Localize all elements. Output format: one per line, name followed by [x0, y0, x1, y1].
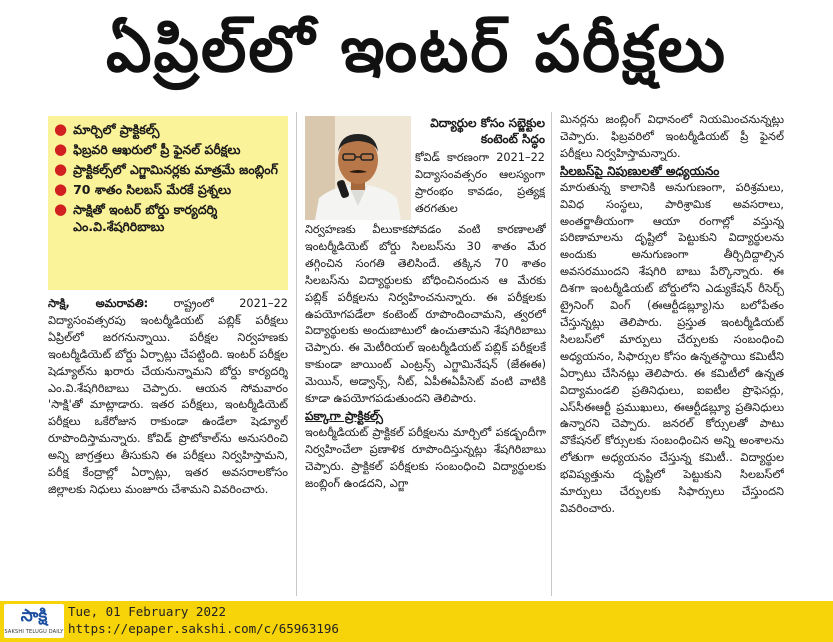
col2-text-a: కోవిడ్‌ కారణంగా 2021–22 విద్యాసంవత్సరం ఆలస్యంగా ప్రారంభం కావడం, ప్రత్యక్ష తరగతుల: [415, 151, 545, 215]
column-2-intro: [415, 150, 545, 218]
column-divider: [296, 112, 297, 596]
subhead-practicals: పక్కాగా ప్రాక్టికల్స్‌: [305, 408, 384, 423]
highlight-item: [54, 181, 282, 198]
bullet-icon: ●: [54, 120, 68, 138]
footer-date: Tue, 01 February 2022: [68, 604, 227, 619]
highlight-item: [54, 161, 282, 178]
column-divider: [551, 112, 552, 596]
column-1: [48, 296, 288, 596]
highlight-item: [54, 141, 282, 158]
column-2-heading: విద్యార్థుల కోసం సబ్జెక్టుల కంటెంట్‌ సిద్ధం: [430, 116, 545, 146]
headline: ఏప్రిల్‌లో ఇంటర్‌ పరీక్షలు: [105, 13, 728, 87]
highlight-item: [54, 201, 282, 235]
highlights-box: [48, 116, 288, 290]
bullet-icon: ●: [54, 180, 68, 198]
col2-text-b: నిర్వహణకు వీలుకాకపోవడం వంటి కారణాలతో ఇంటర్మీడియెట్‌ బోర్డు సిలబస్‌ను 30 శాతం మేర తగ్గించిన సంగతి తెలిసిందే. తక్కిన 70 శాతం సిలబస్‌ను విద్యార్థులకు బోధించినందున ఆ మేరకు పబ్లిక్‌ పరీక్షలను నిర్వహించనున్నారు. ఈ పరీక్షలకు ఉపయోగపడేలా కంటెంట్‌ రూపొందించామని, త్వరలో విద్యార్థులకు అందుబాటులో ఉంచుతామని శేషగిరిబాబు చెప్పారు. ఈ మెటీరియల్‌ ఇంటర్మీడియట్‌ పబ్లిక్‌ పరీక్షలకే కాకుండా జాయింట్‌ ఎంట్రన్స్‌ ఎగ్జామినేషన్‌ (జేఈఈ) మెయిన్‌, అడ్వాన్స్‌, నీట్‌, ఏపీఈఏపీసెట్‌ వంటి వాటికి కూడా ఉపయోగపడుతుందని తెలిపారు.: [305, 223, 546, 406]
highlight-text: 70 శాతం సిలబస్‌ మేరకే ప్రశ్నలు: [73, 182, 232, 197]
col2-text-c: ఇంటర్మీడియట్‌ ప్రాక్టికల్‌ పరీక్షలను మార్చిలో పకడ్బందీగా నిర్వహించేలా ప్రణాళిక రూపొందిస్తున్నట్లు శేషగిరిబాబు చెప్పారు. ప్రాక్టికల్‌ పరీక్షలకు సంబంధించి విద్యార్థులకు జంబ్లింగ్‌ ఉండదని, ఎగ్జా: [305, 425, 546, 490]
dateline: సాక్షి, అమరావతి:: [48, 297, 149, 310]
logo-subtitle: SAKSHI TELUGU DAILY: [4, 629, 64, 635]
portrait-image: [305, 116, 411, 220]
subhead-syllabus: సిలబస్‌పై నిపుణులతో అధ్యయనం: [560, 163, 720, 178]
footer-url[interactable]: https://epaper.sakshi.com/c/65963196: [68, 621, 339, 636]
highlight-text: ఫిబ్రవరి ఆఖరులో ప్రీ ఫైనల్‌ పరీక్షలు: [73, 142, 241, 157]
col1-text: రాష్ట్రంలో 2021–22 విద్యాసంవత్సరపు ఇంటర్మీడియట్‌ పబ్లిక్‌ పరీక్షలు ఏప్రిల్‌లో జరగనున్నాయి. పరీక్షల నిర్వహణకు ఇంటర్మీడియెట్‌ బోర్డు ఏర్పాట్లు చేపట్టింది. ఇంటర్‌ పరీక్షల షెడ్యూల్‌ను ఖరారు చేయనున్నామని బోర్డు కార్యదర్శి ఎం.వి.శేషగిరిబాబు చెప్పారు. ఆయన సోమవారం 'సాక్షి'తో మాట్లాడారు. ఇతర పరీక్షలు, ఇంటర్మీడియెట్‌ పరీక్షలు ఒకేరోజున రాకుండా ఉండేలా షెడ్యూల్‌ రూపొందిస్తామన్నారు. కోవిడ్‌ ప్రొటోకాల్‌ను అనుసరించి అన్ని జాగ్రత్తలు తీసుకుని ఈ పరీక్షలు నిర్వహిస్తామని, పరీక్ష కేంద్రాల్లో ఏర్పాట్లు, ఇతర అవసరాలకోసం జిల్లాలకు నిధులు మంజూరు చేశామని వివరించారు.: [48, 297, 288, 496]
column-3: [560, 112, 784, 550]
highlight-text: మార్చిలో ప్రాక్టికల్స్‌: [73, 122, 160, 137]
column-2: [305, 222, 546, 596]
highlight-text: ప్రాక్టికల్స్‌లో ఎగ్జామినర్లకు మాత్రమే జంబ్లింగ్‌: [73, 162, 278, 177]
logo-text: సాక్షి: [20, 606, 48, 626]
bullet-icon: ●: [54, 160, 68, 178]
portrait-photo: [305, 116, 411, 220]
col3-text-a: మినర్లను జంబ్లింగ్‌ విధానంలో నియమించనున్నట్లు చెప్పారు. ఫిబ్రవరిలో ఇంటర్మీడియట్‌ ప్రీ ఫైనల్‌ పరీక్షలు నిర్వహిస్తామన్నారు.: [560, 113, 784, 160]
col3-text-b: మారుతున్న కాలానికి అనుగుణంగా, పరిశ్రమలు, వివిధ సంస్థలు, పారిశ్రామిక అవసరాలు, అంతర్జాతీయంగా ఆయా రంగాల్లో వస్తున్న పరిణామాలను దృష్టిలో పెట్టుకుని విద్యార్థులను అందుకు అనుగుణంగా తీర్చిదిద్దాల్సిన అవసరముందని శేషగిరి బాబు పేర్కొన్నారు. ఈ దిశగా ఇంటర్మీడియట్‌ బోర్డులోని ఎడ్యుకేషన్‌ రీసెర్చ్‌ ట్రైనింగ్‌ వింగ్‌ (ఈఆర్టీడబ్ల్యూ)ను బలోపేతం చేస్తున్నట్లు తెలిపారు. ప్రస్తుత ఇంటర్మీడియట్‌ సిలబస్‌లో మార్పులు చేర్పులకు సంబంధించి అధ్యయనం, సిఫార్సుల కోసం ఉన్నతస్థాయి కమిటీని ఏర్పాటు చేసినట్లు తెలిపారు. ఈ కమిటీలో ఉన్నత విద్యామండలి ప్రతినిధులు, ఐఐటీల ప్రొఫెసర్లు, ఎస్‌సీఈఆర్టీ ప్రముఖులు, ఈఆర్టీడబ్ల్యూ ప్రతినిధులు ఉన్నారని చెప్పారు. జనరల్‌ కోర్సులతో పాటు వొకేషనల్‌ కోర్సులకు సంబంధించిన అన్ని అంశాలను లోతుగా అధ్యయనం చేస్తున్న కమిటీ.. విద్యార్థుల భవిష్యత్తును దృష్టిలో పెట్టుకుని సిలబస్‌లో మార్పులు చేర్పులకు సిఫార్సులు చేస్తుందని వివరించారు.: [560, 180, 784, 515]
highlight-text: సాక్షితో ఇంటర్‌ బోర్డు కార్యదర్శి ఎం.వి.శేషగిరిబాబు: [73, 202, 218, 234]
bullet-icon: ●: [54, 140, 68, 158]
bullet-icon: ●: [54, 200, 68, 218]
highlight-item: [54, 121, 282, 138]
